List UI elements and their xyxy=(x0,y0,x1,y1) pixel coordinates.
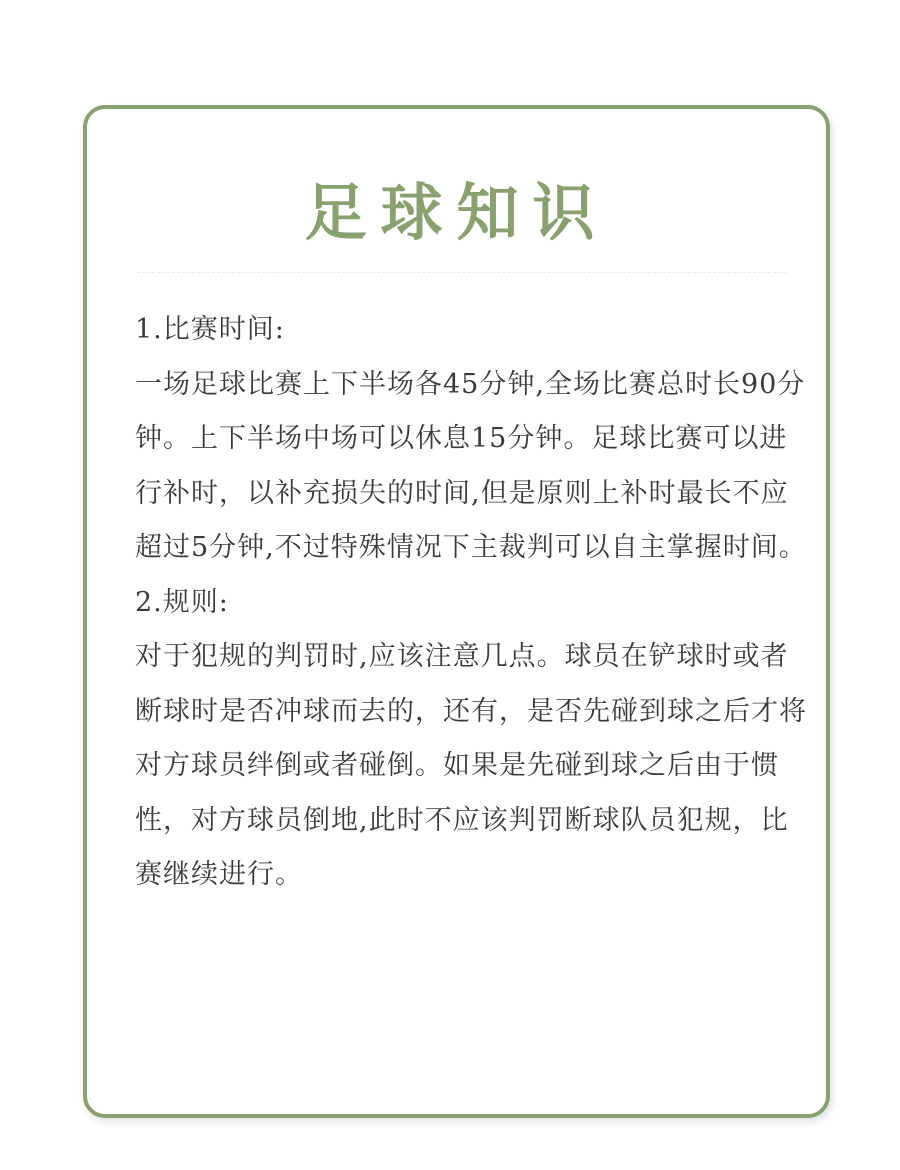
title-divider xyxy=(137,272,786,273)
section-body-rules: 对于犯规的判罚时,应该注意几点。球员在铲球时或者断球时是否冲球而去的，还有，是否先碰到球之后才将对方球员绊倒或者碰倒。如果是先碰到球之后由于惯性，对方球员倒地,此时不应该判罚断球队员犯规，比赛继续进行。 xyxy=(135,641,807,890)
section-heading-rules: 2.规则: xyxy=(135,586,229,618)
card-content xyxy=(135,303,815,903)
section-heading-match-time: 1.比赛时间: xyxy=(135,314,285,345)
knowledge-card xyxy=(83,105,830,1118)
section-body-match-time: 一场足球比赛上下半场各45分钟,全场比赛总时长90分钟。上下半场中场可以休息15分钟。足球比赛可以进行补时，以补充损失的时间,但是原则上补时最长不应超过5分钟,不过特殊情况下主裁判可以自主掌握时间。 xyxy=(135,368,807,563)
card-title: 足球知识 xyxy=(304,176,609,249)
